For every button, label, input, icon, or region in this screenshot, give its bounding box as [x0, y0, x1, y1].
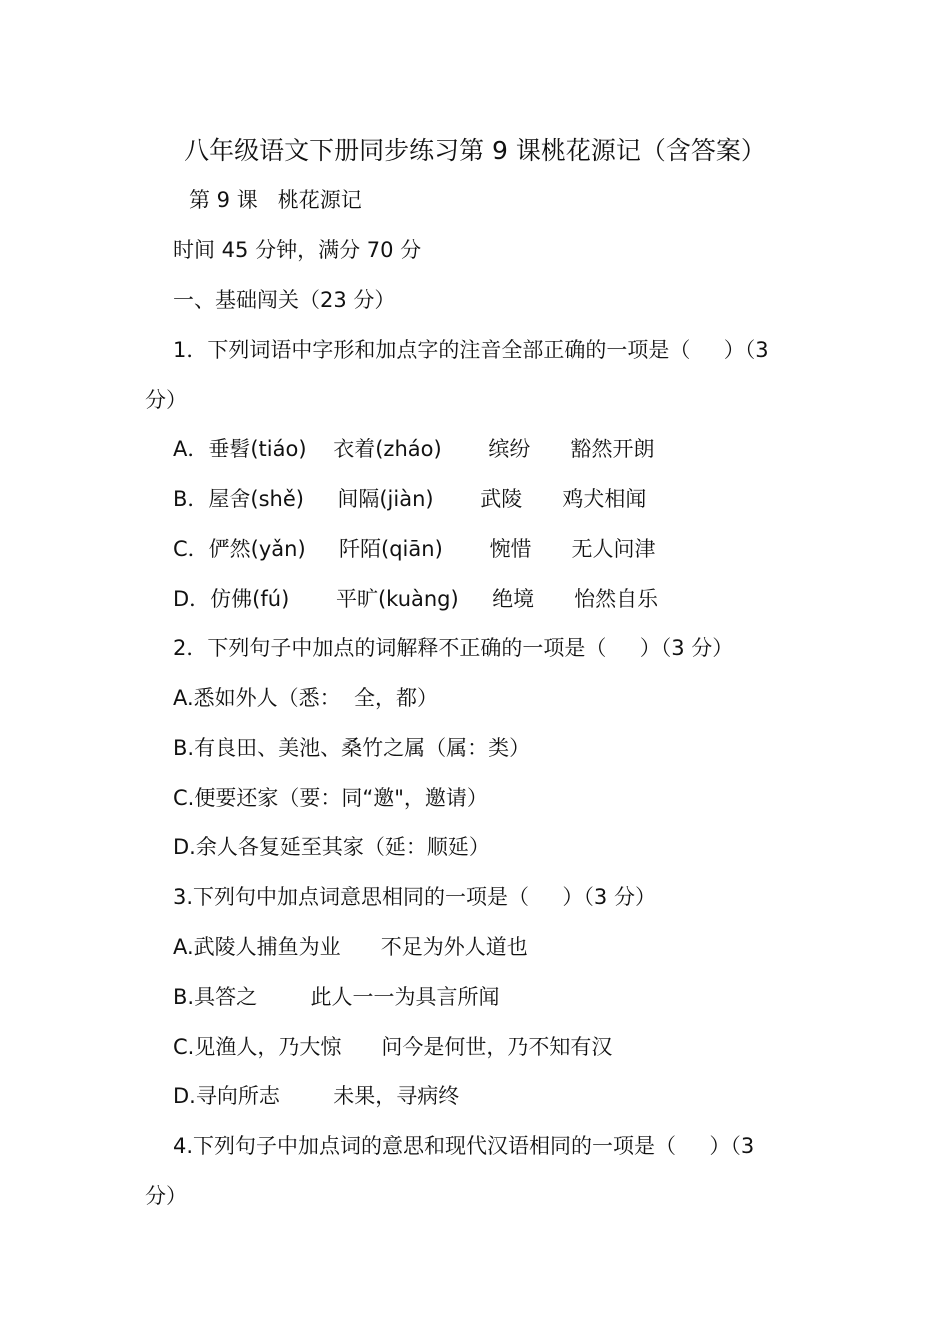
question-2-option-b: B.有良田、美池、桑竹之属（属：类） — [173, 736, 531, 760]
question-3-option-c: C.见渔人，乃大惊 问今是何世，乃不知有汉 — [173, 1035, 613, 1059]
question-1-stem-cont: 分） — [145, 388, 187, 412]
time-info: 时间 45 分钟，满分 70 分 — [173, 238, 422, 262]
question-2-option-c: C.便要还家（要：同“邀"，邀请） — [173, 786, 488, 810]
question-4-stem-cont: 分） — [145, 1184, 187, 1208]
question-1-stem: 1．下列词语中字形和加点字的注音全部正确的一项是（ ）（3 — [173, 338, 769, 362]
question-1-option-c: C．俨然(yǎn) 阡陌(qiān) 惋惜 无人问津 — [173, 537, 656, 561]
lesson-heading: 第 9 课 桃花源记 — [189, 188, 362, 212]
question-3-stem: 3.下列句中加点词意思相同的一项是（ ）（3 分） — [173, 885, 656, 909]
document-title: 八年级语文下册同步练习第 9 课桃花源记（含答案） — [184, 136, 766, 165]
question-1-option-b: B．屋舍(shě) 间隔(jiàn) 武陵 鸡犬相闻 — [173, 487, 647, 511]
section-heading: 一、基础闯关（23 分） — [173, 288, 396, 312]
question-2-stem: 2．下列句子中加点的词解释不正确的一项是（ ）（3 分） — [173, 636, 734, 660]
question-1-option-d: D．仿佛(fú) 平旷(kuàng) 绝境 怡然自乐 — [173, 587, 659, 611]
question-3-option-d: D.寻向所志 未果，寻病终 — [173, 1084, 460, 1108]
question-2-option-d: D.余人各复延至其家（延：顺延） — [173, 835, 490, 859]
question-4-stem: 4.下列句子中加点词的意思和现代汉语相同的一项是（ ）（3 — [173, 1134, 755, 1158]
question-2-option-a: A.悉如外人（悉： 全，都） — [173, 686, 439, 710]
question-1-option-a: A．垂髫(tiáo) 衣着(zháo) 缤纷 豁然开朗 — [173, 437, 655, 461]
question-3-option-b: B.具答之 此人一一为具言所闻 — [173, 985, 500, 1009]
question-3-option-a: A.武陵人捕鱼为业 不足为外人道也 — [173, 935, 528, 959]
